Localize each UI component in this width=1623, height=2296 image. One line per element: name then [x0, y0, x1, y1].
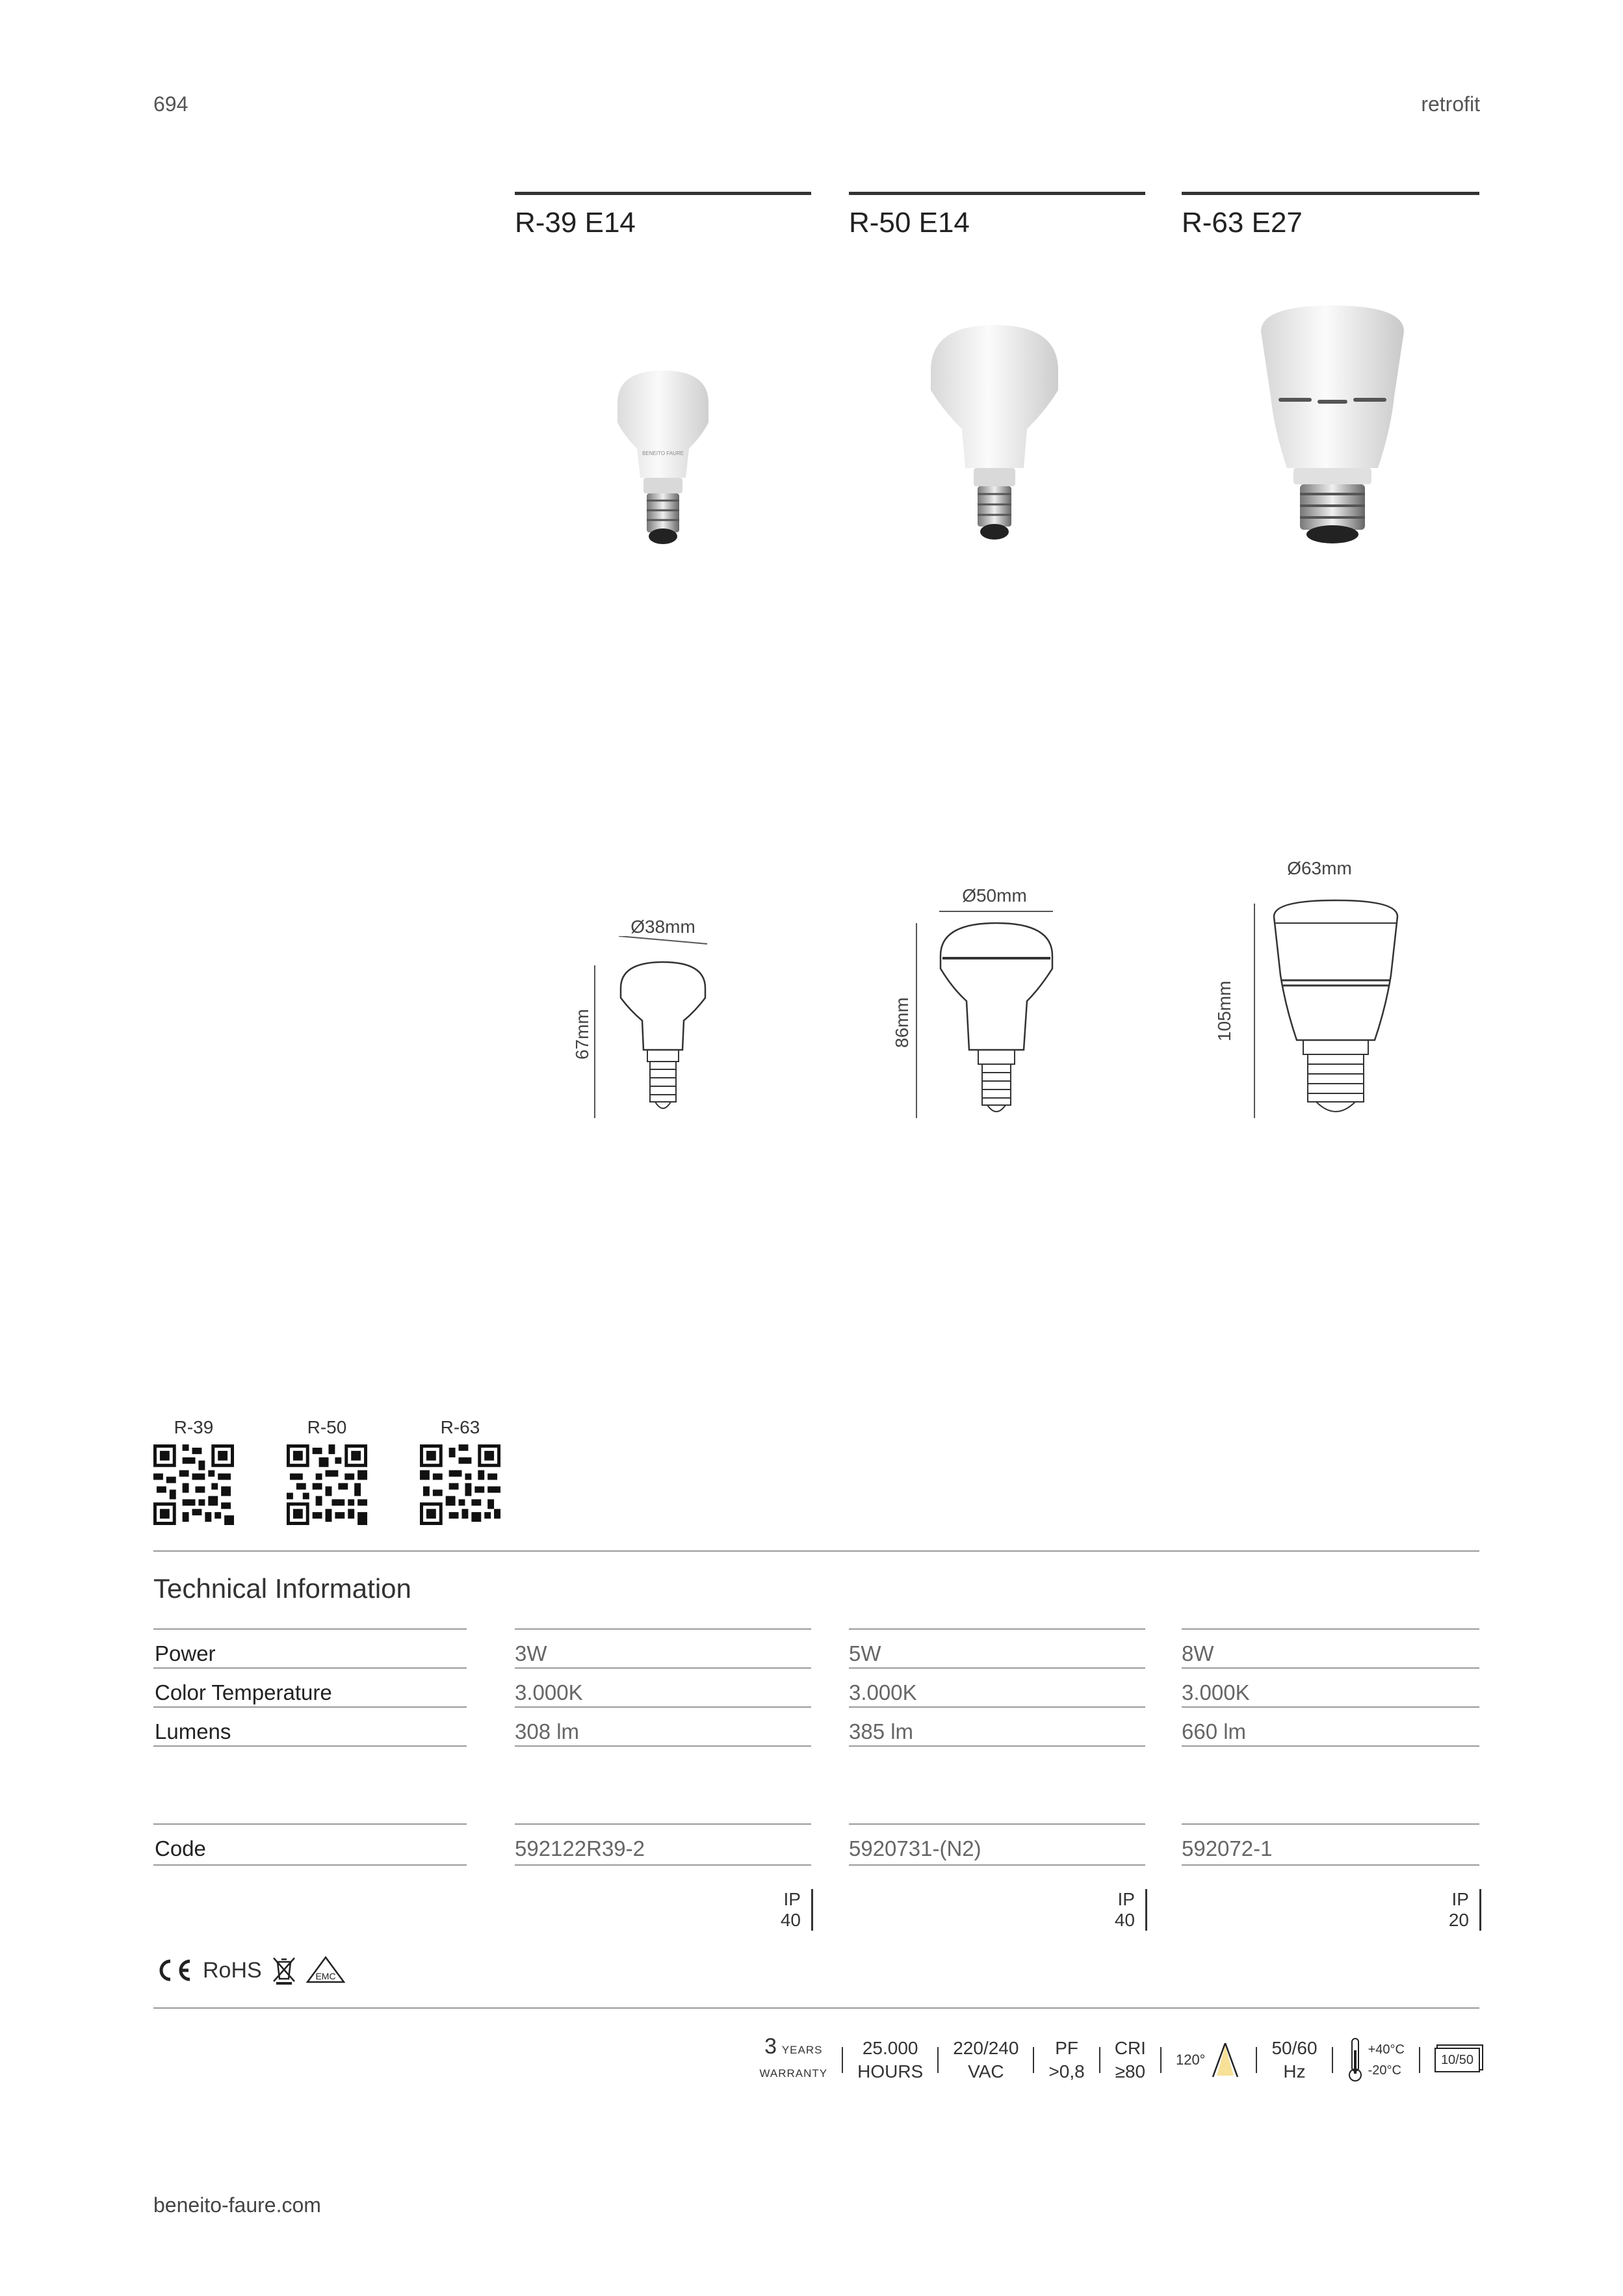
page-number: 694 [153, 92, 188, 116]
power-factor-spec [1034, 2037, 1098, 2083]
row-rule [1182, 1823, 1479, 1825]
ce-mark-icon [153, 1957, 194, 1983]
row-rule [1182, 1745, 1479, 1747]
product-title-r63: R-63 E27 [1182, 207, 1303, 239]
specs-top-rule [153, 2007, 1479, 2009]
bulb-photo-r63 [1248, 299, 1417, 553]
row-rule [515, 1706, 811, 1708]
thermometer-icon [1347, 2037, 1363, 2083]
row-rule [1182, 1667, 1479, 1669]
product-title-r39: R-39 E14 [515, 207, 636, 239]
box-quantity: 10/50 [1435, 2048, 1480, 2072]
spec-strip [745, 2035, 1480, 2085]
ip-label: IP [1451, 1889, 1469, 1909]
row-label-color-temperature: Color Temperature [155, 1680, 332, 1704]
lumens-value-r39: 308 lm [515, 1719, 580, 1743]
row-rule [849, 1667, 1145, 1669]
row-rule [153, 1823, 467, 1825]
bulb-photo-r39 [604, 364, 721, 559]
qr-code-r39[interactable] [153, 1444, 234, 1525]
voltage-value: 220/240 [953, 2038, 1019, 2058]
ip-rating-r63 [1417, 1889, 1481, 1931]
packaging-spec [1420, 2048, 1480, 2072]
hours-number: 25.000 [862, 2038, 918, 2058]
temperature-spec [1333, 2037, 1419, 2083]
row-rule [849, 1706, 1145, 1708]
ip-rating-r39 [749, 1889, 813, 1931]
temperature-max: +40°C [1368, 2042, 1405, 2057]
dimension-height-r50: 86mm [892, 997, 912, 1048]
bulb-drawing-r63 [1235, 878, 1417, 1125]
voltage-spec [939, 2037, 1033, 2083]
bulb-drawing-r50 [907, 904, 1063, 1125]
frequency-spec [1257, 2037, 1331, 2083]
cri-value: ≥80 [1115, 2061, 1146, 2081]
temperature-min: -20°C [1368, 2063, 1401, 2078]
row-rule [515, 1864, 811, 1866]
row-rule [849, 1628, 1145, 1630]
row-rule [153, 1706, 467, 1708]
pf-label: PF [1055, 2038, 1078, 2058]
dimension-diameter-r50: Ø50mm [962, 885, 1027, 906]
warranty-years: YEARS [781, 2044, 823, 2056]
lumens-value-r63: 660 lm [1182, 1719, 1247, 1743]
row-rule [849, 1864, 1145, 1866]
row-rule [849, 1745, 1145, 1747]
warranty-word: WARRANTY [759, 2067, 828, 2080]
qr-label-r39: R-39 [174, 1417, 214, 1437]
row-rule [153, 1745, 467, 1747]
voltage-unit: VAC [968, 2061, 1004, 2081]
technical-top-rule [153, 1550, 1479, 1552]
row-rule [153, 1628, 467, 1630]
qr-label-r63: R-63 [440, 1417, 480, 1437]
row-label-code: Code [155, 1836, 206, 1860]
emc-mark-icon [306, 1956, 345, 1985]
technical-title: Technical Information [153, 1573, 411, 1604]
weee-bin-icon [271, 1955, 297, 1985]
row-rule [1182, 1628, 1479, 1630]
row-label-lumens: Lumens [155, 1719, 231, 1743]
ip-value: 40 [780, 1910, 801, 1930]
section-title: retrofit [1421, 92, 1480, 116]
row-rule [515, 1823, 811, 1825]
qr-code-r63[interactable] [420, 1444, 500, 1525]
row-rule [153, 1667, 467, 1669]
ip-rating-r50 [1083, 1889, 1147, 1931]
cri-label: CRI [1114, 2038, 1146, 2058]
certification-marks [153, 1955, 345, 1985]
column-rule-2 [849, 192, 1145, 195]
row-rule [515, 1745, 811, 1747]
row-rule [849, 1823, 1145, 1825]
code-value-r50[interactable]: 5920731-(N2) [849, 1836, 981, 1860]
dimension-height-r63: 105mm [1214, 980, 1234, 1041]
qr-label-r50: R-50 [307, 1417, 347, 1437]
cri-spec [1100, 2037, 1160, 2083]
power-value-r50: 5W [849, 1641, 881, 1665]
beam-angle-value: 120° [1175, 2052, 1206, 2068]
beam-angle-spec [1162, 2041, 1256, 2080]
dimension-diameter-r63: Ø63mm [1287, 858, 1352, 878]
lumens-value-r50: 385 lm [849, 1719, 914, 1743]
qr-code-r50[interactable] [287, 1444, 367, 1525]
lifetime-spec [843, 2037, 937, 2083]
warranty-spec [745, 2035, 842, 2085]
row-rule [1182, 1864, 1479, 1866]
bulb-photo-r50 [916, 319, 1072, 553]
column-rule-3 [1182, 192, 1479, 195]
ip-label: IP [1117, 1889, 1135, 1909]
color-temp-value-r39: 3.000K [515, 1680, 583, 1704]
column-rule-1 [515, 192, 811, 195]
code-value-r39[interactable]: 592122R39-2 [515, 1836, 645, 1860]
ip-value: 20 [1448, 1910, 1469, 1930]
row-rule [153, 1864, 467, 1866]
dimension-diameter-r39: Ø38mm [630, 917, 695, 937]
power-value-r39: 3W [515, 1641, 547, 1665]
hours-word: HOURS [857, 2061, 924, 2081]
bulb-drawing-r39 [585, 936, 715, 1125]
website-link[interactable]: beneito-faure.com [153, 2193, 321, 2217]
ip-value: 40 [1114, 1910, 1135, 1930]
svg-text:EMC: EMC [315, 1971, 336, 1981]
beam-angle-icon [1209, 2041, 1241, 2080]
frequency-value: 50/60 [1271, 2038, 1318, 2058]
code-value-r63[interactable]: 592072-1 [1182, 1836, 1273, 1860]
ip-label: IP [783, 1889, 801, 1909]
product-title-r50: R-50 E14 [849, 207, 970, 239]
dimension-height-r39: 67mm [572, 1009, 592, 1060]
frequency-unit: Hz [1283, 2061, 1306, 2081]
row-label-power: Power [155, 1641, 216, 1665]
bulb-brand-text: BENEITO FAURE [642, 450, 684, 456]
color-temp-value-r50: 3.000K [849, 1680, 917, 1704]
power-value-r63: 8W [1182, 1641, 1214, 1665]
rohs-label: RoHS [203, 1957, 262, 1983]
pf-value: >0,8 [1048, 2061, 1085, 2081]
row-rule [515, 1667, 811, 1669]
color-temp-value-r63: 3.000K [1182, 1680, 1250, 1704]
row-rule [1182, 1706, 1479, 1708]
row-rule [515, 1628, 811, 1630]
warranty-number: 3 [764, 2034, 777, 2059]
